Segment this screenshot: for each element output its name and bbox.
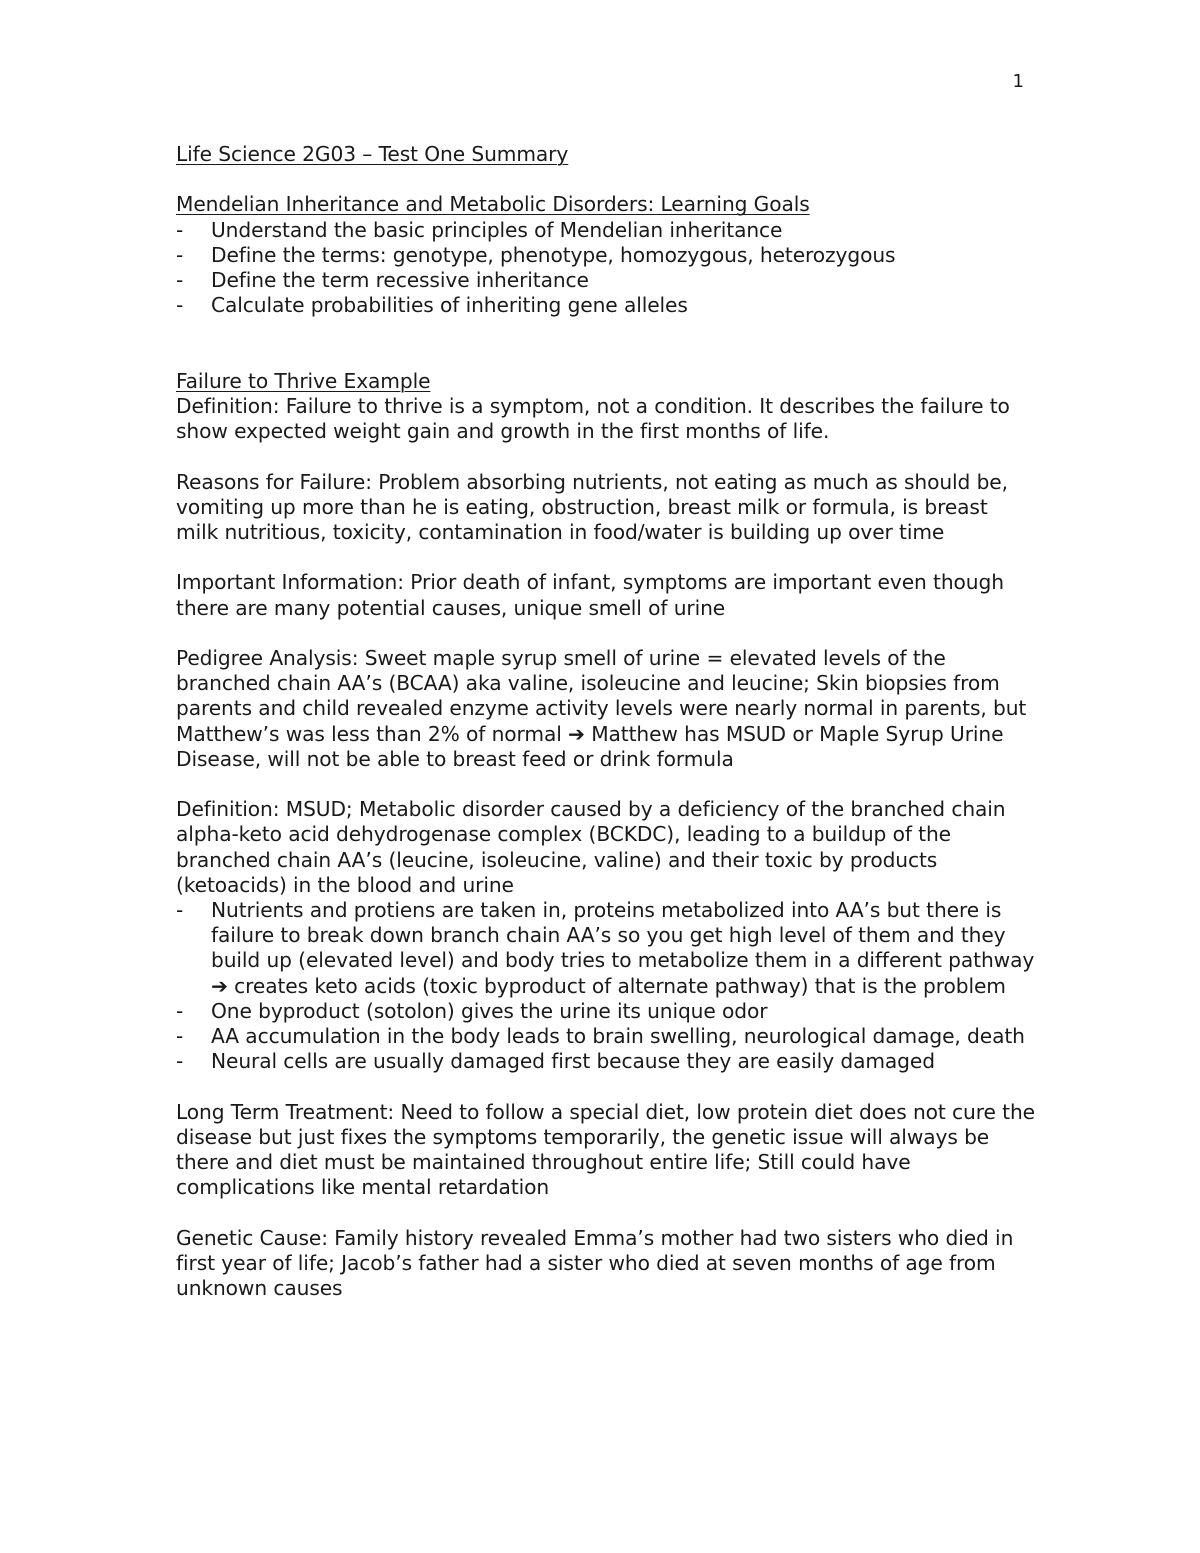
important-info-paragraph: Important Information: Prior death of infant, symptoms are important even though there are many potential causes, unique smell of urine	[176, 570, 1004, 620]
pedigree-analysis-paragraph: Pedigree Analysis: Sweet maple syrup smell of urine = elevated levels of the branched chain AA’s (BCAA) aka valine, isoleucine and leucine; Skin biopsies from parents and child revealed enzyme activity levels were nearly normal in parents, but Matthew’s was less than 2% of normal ➔ Matthew has MSUD or Maple Syrup Urine Disease, will not be able to breast feed or drink formula	[176, 645, 1027, 771]
page-number: 1	[1012, 71, 1024, 92]
document-body	[176, 142, 1036, 1301]
list-item: - Define the terms: genotype, phenotype, homozygous, heterozygous	[176, 243, 1036, 268]
reasons-paragraph: Reasons for Failure: Problem absorbing nutrients, not eating as much as should be, vomiting up more than he is eating, obstruction, breast milk or formula, is breast milk nutritious, toxicity, contamination in food/water is building up over time	[176, 469, 1008, 544]
long-term-treatment-paragraph: Long Term Treatment: Need to follow a special diet, low protein diet does not cure the disease but just fixes the symptoms temporarily, the genetic issue will always be there and diet must be maintained throughout entire life; Still could have complications like mental retardation	[176, 1099, 1035, 1200]
list-item: - Nutrients and protiens are taken in, proteins metabolized into AA’s but there is failure to break down branch chain AA’s so you get high level of them and they build up (elevated level) and body tries to metabolize them in a different pathway ➔ creates keto acids (toxic byproduct of alternate pathway) that is the problem	[176, 898, 1036, 999]
msud-points-list	[176, 898, 1036, 1074]
list-item: - Neural cells are usually damaged first because they are easily damaged	[176, 1049, 1036, 1074]
list-item: - AA accumulation in the body leads to brain swelling, neurological damage, death	[176, 1024, 1036, 1049]
list-item: - Calculate probabilities of inheriting gene alleles	[176, 293, 1036, 318]
msud-definition-paragraph: Definition: MSUD; Metabolic disorder caused by a deficiency of the branched chain alpha-keto acid dehydrogenase complex (BCKDC), leading to a buildup of the branched chain AA’s (leucine, isoleucine, valine) and their toxic by products (ketoacids) in the blood and urine	[176, 797, 1006, 897]
failure-definition-paragraph: Definition: Failure to thrive is a symptom, not a condition. It describes the failure to show expected weight gain and growth in the first months of life.	[176, 394, 1010, 444]
example-heading: Failure to Thrive Example	[176, 368, 431, 393]
learning-goals-heading: Mendelian Inheritance and Metabolic Disorders: Learning Goals	[176, 192, 810, 217]
list-item: - Define the term recessive inheritance	[176, 268, 1036, 293]
list-item: - One byproduct (sotolon) gives the urine its unique odor	[176, 999, 1036, 1024]
document-title: Life Science 2G03 – Test One Summary	[176, 142, 569, 166]
list-item: - Understand the basic principles of Mendelian inheritance	[176, 218, 1036, 243]
genetic-cause-paragraph: Genetic Cause: Family history revealed Emma’s mother had two sisters who died in first year of life; Jacob’s father had a sister who died at seven months of age from unknown causes	[176, 1225, 1014, 1301]
learning-goals-list	[176, 218, 1036, 319]
